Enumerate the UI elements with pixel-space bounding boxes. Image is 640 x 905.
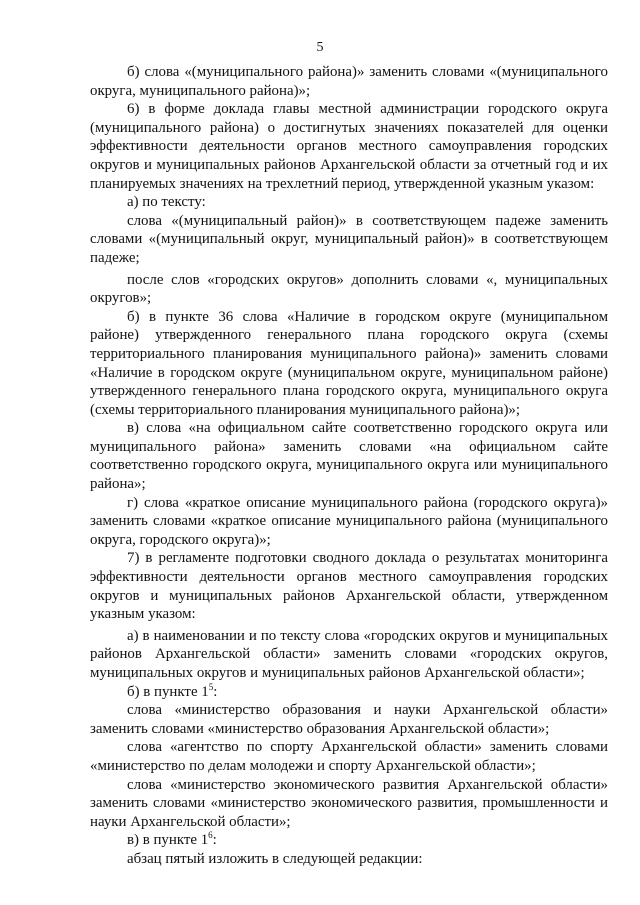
superscript: 6 <box>208 830 213 841</box>
paragraph: 7) в регламенте подготовки сводного доклада о результатах мониторинга эффективности деятельности органов местного самоуправления городских округов и муниципальных районов Архангельской области, утвержденном указным указом: <box>90 550 608 623</box>
paragraph: слова «министерство образования и науки Архангельской области» заменить словами «министерство образования Архангельской области»; <box>90 702 608 737</box>
paragraph: а) в наименовании и по тексту слова «городских округов и муниципальных районов Архангельской области» заменить словами «городских округов, муниципальных округов и муниципальных районов Архангельской области»; <box>90 627 608 681</box>
paragraph: 6) в форме доклада главы местной администрации городского округа (муниципального района) о достигнутых значениях показателей для оценки эффективности деятельности органов местного самоуправления городских округов и муниципальных районов Архангельской области за отчетный год и их планируемых значениях на трехлетний период, утвержденной указным указом: <box>90 101 608 192</box>
paragraph: абзац пятый изложить в следующей редакции: <box>127 850 423 867</box>
paragraph-text: в) в пункте 1 <box>127 832 209 849</box>
paragraph: слова «(муниципальный район)» в соответствующем падеже заменить словами «(муниципальный округ, муниципальный район)» в соответствующем падеже; <box>90 212 608 266</box>
superscript: 5 <box>208 681 214 692</box>
paragraph: после слов «городских округов» дополнить словами «, муниципальных округов»; <box>90 271 608 307</box>
paragraph: слова «агентство по спорту Архангельской области» заменить словами «министерство по делам молодежи и спорту Архангельской области»; <box>90 739 608 774</box>
paragraph-punct: : <box>212 832 217 849</box>
paragraph-text: б) в пункте 1 <box>127 683 209 700</box>
paragraph: б) в пункте 36 слова «Наличие в городском округе (муниципальном районе) утвержденного генерального плана городского округа (схемы территориального планирования муниципального района)» заменить словами «Наличие в городском округе (муниципальном округе, муниципальном районе) утвержденного генерального плана городского округа, муниципального округа (схемы территориального планирования муниципального района)»; <box>90 308 608 418</box>
document-body <box>90 63 608 869</box>
paragraph: а) по тексту: <box>127 194 206 211</box>
paragraph: в) слова «на официальном сайте соответственно городского округа или муниципального района» заменить словами «на официальном сайте соответственно городского округа, муниципального округа или муниципального района»; <box>90 420 608 493</box>
paragraph: б) слова «(муниципального района)» заменить словами «(муниципального округа, муниципального района)»; <box>90 64 608 99</box>
paragraph-with-superscript <box>90 683 608 702</box>
paragraph: слова «министерство экономического развития Архангельской области» заменить словами «министерство экономического развития, промышленности и науки Архангельской области»; <box>90 776 608 830</box>
paragraph-with-superscript <box>90 831 608 850</box>
paragraph: г) слова «краткое описание муниципального района (городского округа)» заменить словами «краткое описание муниципального района (муниципального округа, городского округа)»; <box>90 494 608 548</box>
paragraph-punct: : <box>213 683 218 700</box>
page-number: 5 <box>316 40 324 55</box>
